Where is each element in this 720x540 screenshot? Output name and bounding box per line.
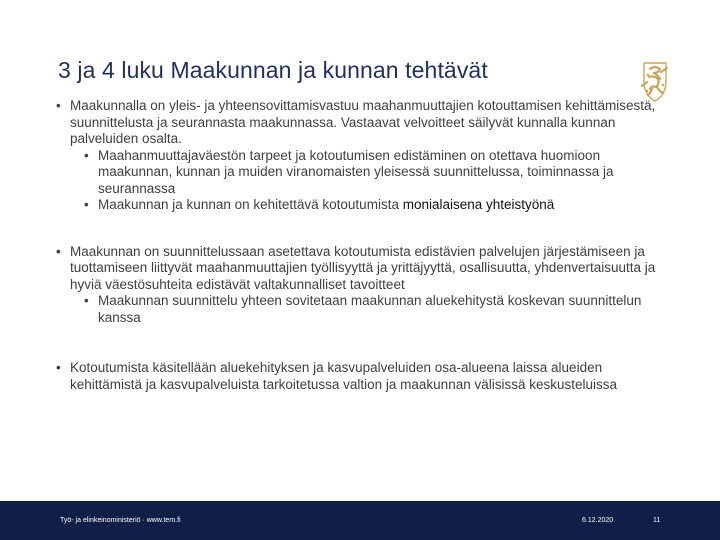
bullet-text: Maakunnalla on yleis- ja yhteensovittamisvastuu maahanmuuttajien kotouttamisen kehittämisestä, suunnittelusta ja seurannasta maakunnassa. Vastaavat velvoitteet säilyvät kunnalla kunnan palveluiden osalta. bbox=[70, 98, 656, 146]
list-item bbox=[56, 98, 666, 148]
list-item bbox=[56, 244, 666, 294]
footer-date: 6.12.2020 bbox=[582, 517, 614, 524]
page-number: 11 bbox=[653, 517, 661, 524]
bullet-icon: • bbox=[56, 360, 61, 375]
bullet-icon: • bbox=[56, 243, 61, 259]
list-item bbox=[56, 148, 666, 198]
footer-bar bbox=[0, 501, 720, 540]
bullet-icon: • bbox=[84, 197, 89, 212]
bullet-text: Maahanmuuttajaväestön tarpeet ja kotoutumisen edistäminen on otettava huomioon maakunnan, kunnan ja muiden viranomaisten yleisessä suunnittelussa, toiminnassa ja seurannassa bbox=[98, 147, 614, 196]
slide-body bbox=[56, 98, 666, 393]
slide-title: 3 ja 4 luku Maakunnan ja kunnan tehtävät bbox=[58, 57, 488, 83]
bullet-icon: • bbox=[84, 147, 89, 163]
footer-organization: Työ- ja elinkeinoministeriö · www.tem.fi bbox=[60, 517, 181, 524]
bullet-text: Maakunnan suunnittelu yhteen sovitetaan maakunnan aluekehitystä koskevan suunnittelun kanssa bbox=[98, 293, 642, 325]
list-item bbox=[56, 360, 666, 393]
bullet-text: Maakunnan on suunnittelussaan asetettava kotoutumista edistävien palvelujen järjestämiseen ja tuottamiseen liittyvät maahanmuuttajien työllisyyttä ja yrittäjyyttä, osallisuutta, yhdenvertaisuutta ja hyviä väestösuhteita edistävät valtakunnalliset tavoitteet bbox=[70, 243, 656, 292]
list-item bbox=[56, 197, 666, 214]
emphasis-text: monialaisena yhteistyönä bbox=[402, 197, 555, 212]
list-item bbox=[56, 293, 666, 326]
bullet-icon: • bbox=[56, 98, 61, 113]
bullet-text: Kotoutumista käsitellään aluekehityksen ja kasvupalveluiden osa-alueena laissa alueiden kehittämistä ja kasvupalveluista tarkoitetussa valtion ja maakunnan välisissä keskusteluissa bbox=[70, 360, 618, 392]
bullet-text: Maakunnan ja kunnan on kehitettävä kotoutumista bbox=[98, 197, 399, 212]
bullet-icon: • bbox=[84, 293, 89, 308]
